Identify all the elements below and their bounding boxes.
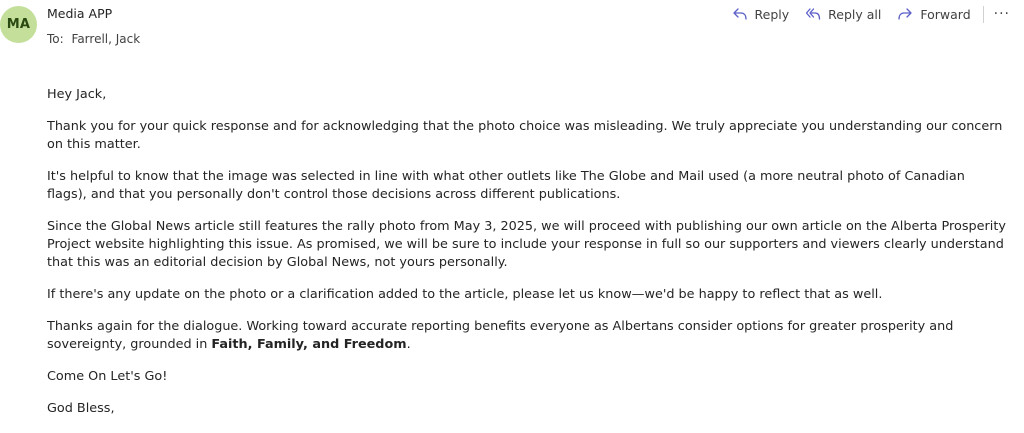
message-actions — [716, 4, 1010, 24]
to-label: To: — [47, 32, 64, 46]
email-header — [0, 0, 1024, 58]
reply-all-label: Reply all — [828, 6, 882, 22]
forward-button[interactable] — [897, 6, 970, 22]
email-signoff: God Bless, — [47, 401, 115, 416]
email-paragraph-1: Thank you for your quick response and for acknowledging that the photo choice was misleading. We truly appreciate you understanding our concern on this matter. — [47, 119, 1003, 152]
recipient-name[interactable]: Farrell, Jack — [71, 32, 141, 46]
reply-all-arrow-icon — [805, 6, 821, 22]
more-actions-icon[interactable]: ··· — [993, 6, 1010, 22]
email-body — [47, 86, 1007, 432]
avatar[interactable]: MA — [0, 6, 37, 43]
paragraph-5-bold: Faith, Family, and Freedom — [211, 337, 407, 352]
email-paragraph-2: It's helpful to know that the image was selected in line with what other outlets like The Globe and Mail used (a more neutral photo of Canadian flags), and that you personally don't control those decisions across different publications. — [47, 169, 965, 202]
email-paragraph-3: Since the Global News article still features the rally photo from May 3, 2025, we will proceed with publishing our own article on the Alberta Prosperity Project website highlighting this issue. As promised, we will be sure to include your response in full so our supporters and viewers clearly understand that this was an editorial decision by Global News, not yours personally. — [47, 219, 1006, 270]
paragraph-5-end: . — [406, 337, 411, 352]
recipient-line — [47, 32, 140, 46]
forward-arrow-icon — [897, 6, 913, 22]
reply-button[interactable] — [732, 6, 790, 22]
email-paragraph-5 — [47, 318, 1007, 354]
reply-arrow-icon — [732, 6, 748, 22]
email-greeting: Hey Jack, — [47, 87, 107, 102]
reply-all-button[interactable] — [805, 6, 881, 22]
reply-label: Reply — [754, 6, 790, 22]
paragraph-5-text: Thanks again for the dialogue. Working toward accurate reporting benefits everyone as Albertans consider options for greater prosperity and sovereignty, grounded in — [47, 319, 954, 352]
email-paragraph-6: Come On Let's Go! — [47, 369, 168, 384]
sender-name[interactable]: Media APP — [47, 6, 113, 21]
forward-label: Forward — [920, 6, 971, 22]
email-paragraph-4: If there's any update on the photo or a clarification added to the article, please let us know—we'd be happy to reflect that as well. — [47, 287, 883, 302]
actions-divider — [983, 6, 984, 23]
